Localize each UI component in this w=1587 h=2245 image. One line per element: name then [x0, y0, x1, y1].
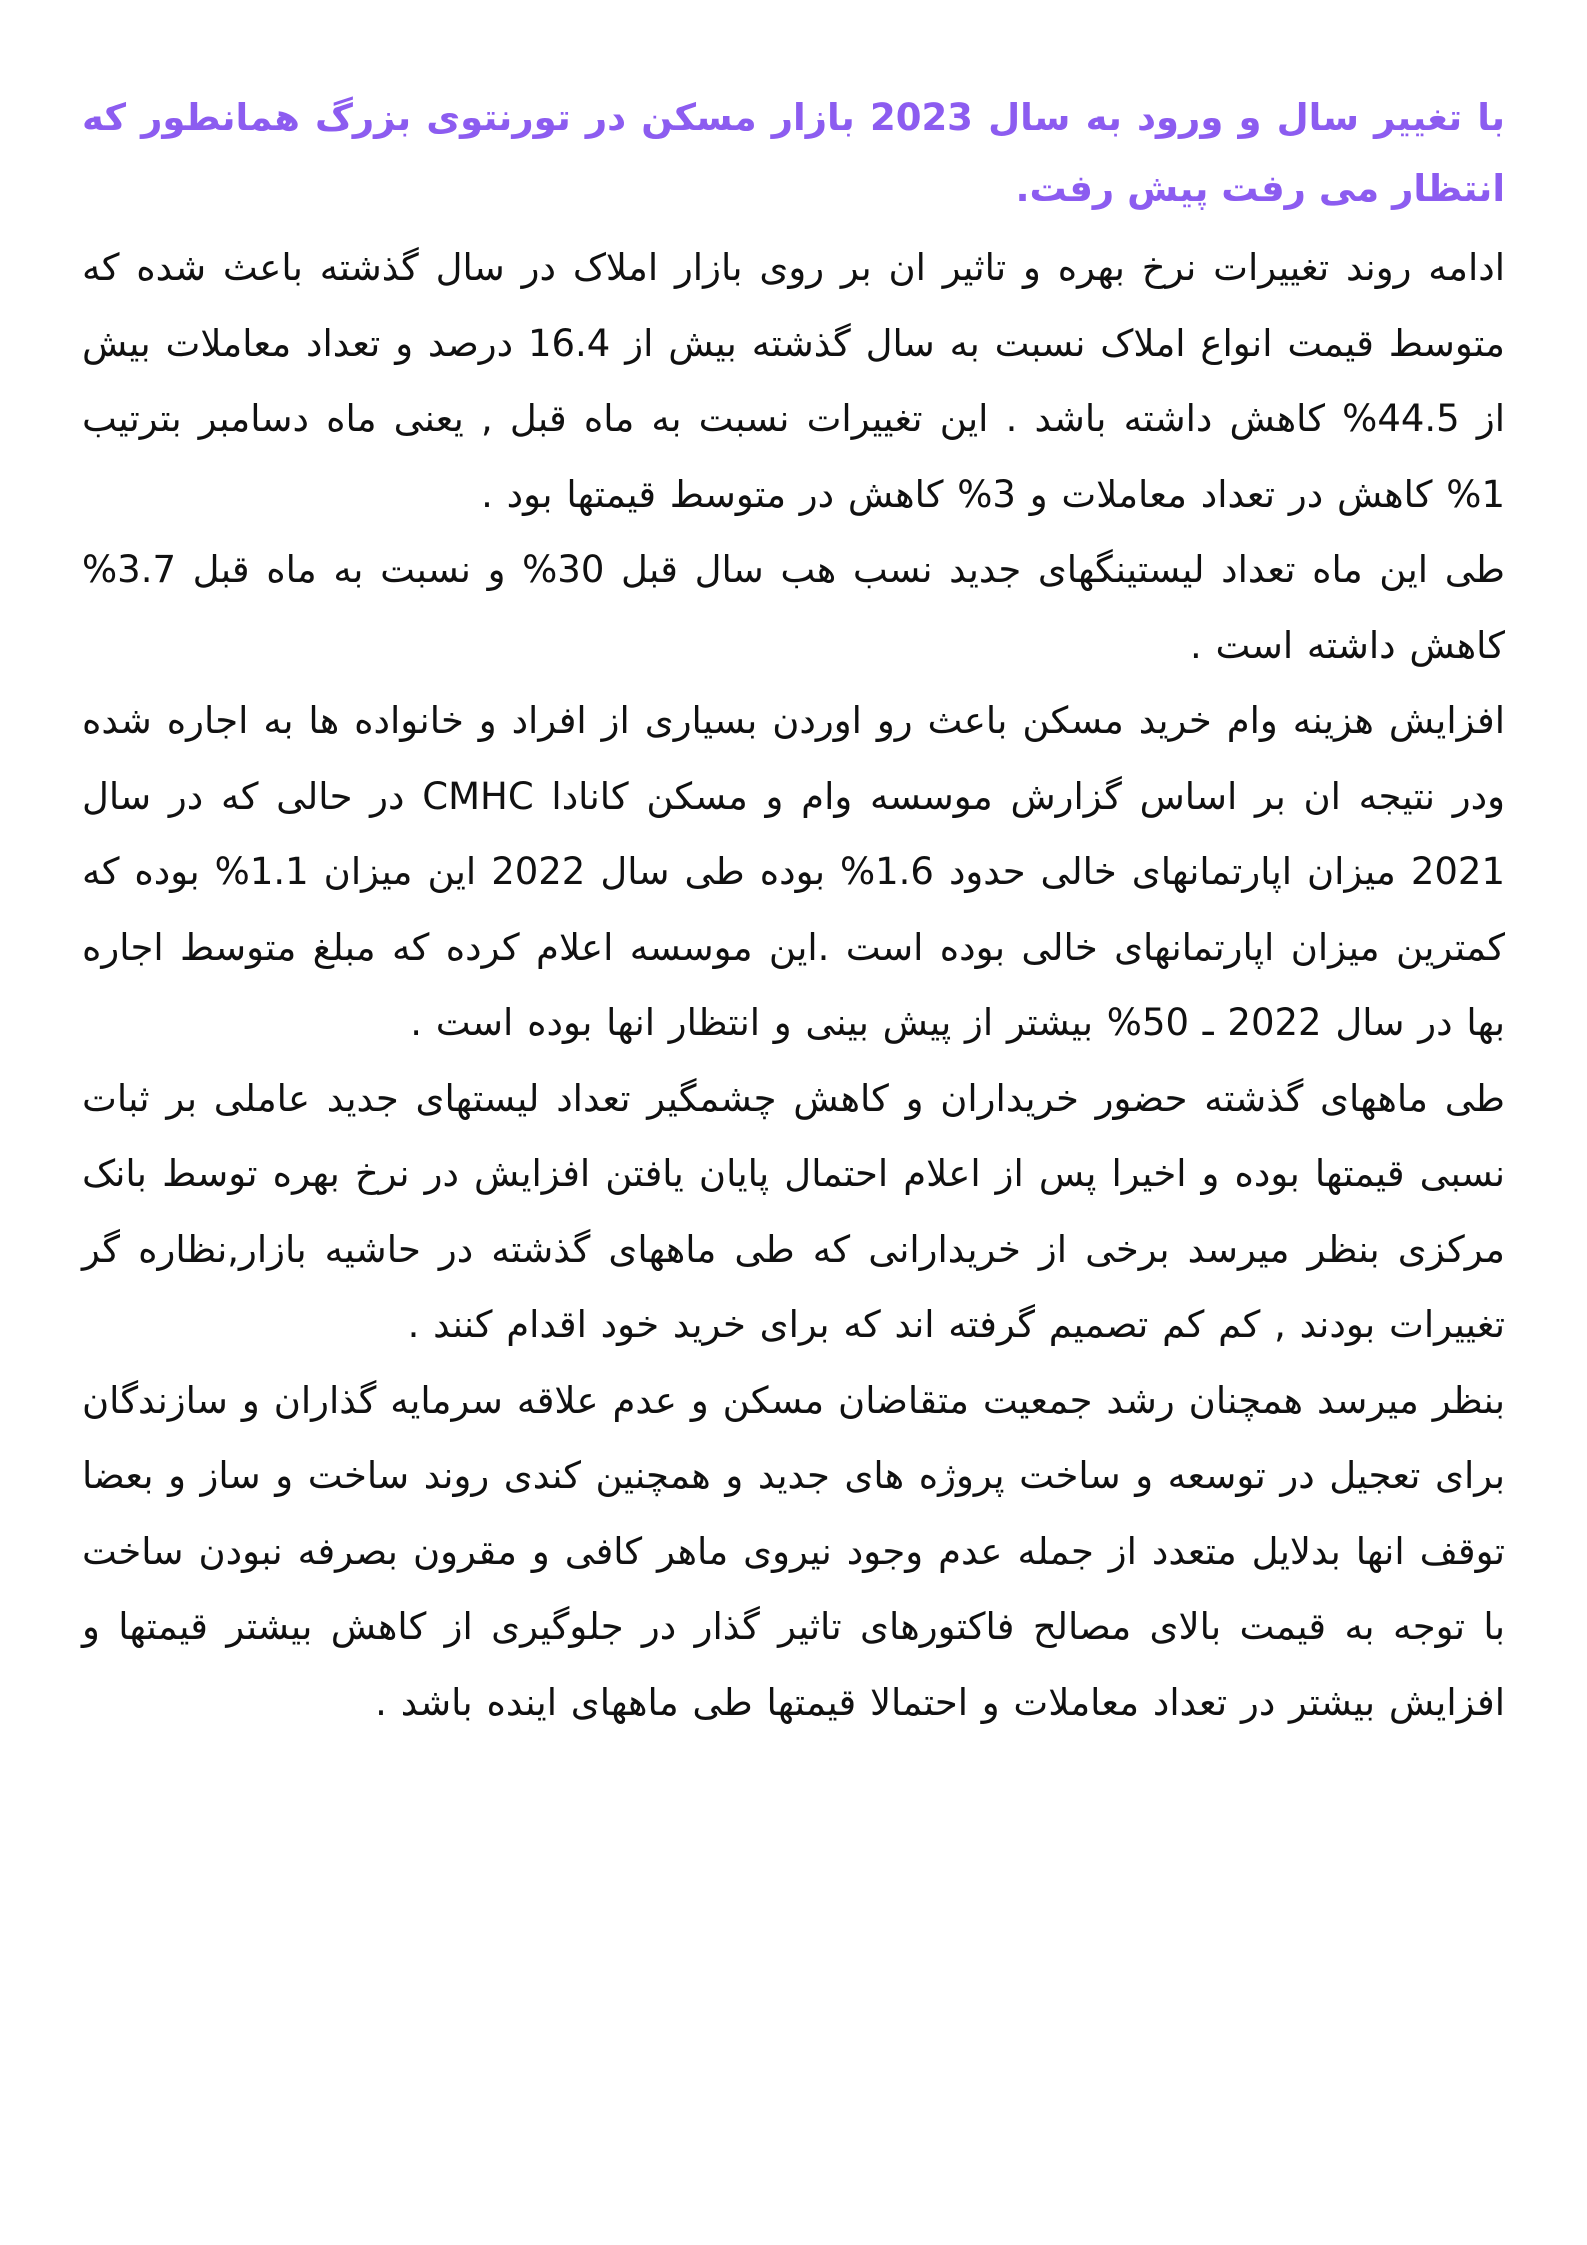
paragraph-buyers: طی ماههای گذشته حضور خریداران و کاهش چشمگیر تعداد لیستهای جدید عاملی بر ثبات نسبی قیمتها بوده و اخیرا پس از اعلام احتمال پایان یافتن افزایش در نرخ بهره توسط بانک مرکزی بنظر میرسد برخی از خریدارانی که طی ماههای گذشته در حاشیه بازار,نظاره گر تغییرات بودند , کم کم تصمیم گرفته اند که برای خرید خود اقدام کنند .: [82, 1076, 1505, 1346]
paragraph-outlook: بنظر میرسد همچنان رشد جمعیت متقاضان مسکن و عدم علاقه سرمایه گذاران و سازندگان برای تعجیل در توسعه و ساخت پروژه های جدید و همچنین کندی روند ساخت و ساز و بعضا توقف انها بدلایل متعدد از جمله عدم وجود نیروی ماهر کافی و مقرون بصرفه نبودن ساخت با توجه به قیمت بالای مصالح فاکتورهای تاثیر گذار در جلوگیری از کاهش بیشتر قیمتها و افزایش بیشتر در تعداد معاملات و احتمالا قیمتها طی ماههای اینده باشد .: [82, 1378, 1505, 1724]
article-headline: با تغییر سال و ورود به سال 2023 بازار مسکن در تورنتوی بزرگ همانطور که انتظار می رفت پیش رفت.: [82, 96, 1505, 210]
paragraph-interest-rates: ادامه روند تغییرات نرخ بهره و تاثیر ان بر روی بازار املاک در سال گذشته باعث شده که متوسط قیمت انواع املاک نسبت به سال گذشته بیش از 16.4 درصد و تعداد معاملات بیش از 44.5% کاهش داشته باشد . این تغییرات نسبت به ماه قبل , یعنی ماه دسامبر بترتیب 1% کاهش در تعداد معاملات و 3% کاهش در متوسط قیمتها بود .: [82, 246, 1505, 516]
article: [82, 82, 1505, 1740]
paragraph-listings: طی این ماه تعداد لیستینگهای جدید نسب هب سال قبل 30% و نسبت به ماه قبل 3.7% کاهش داشته است .: [82, 548, 1505, 667]
paragraph-rentals: افزایش هزینه وام خرید مسکن باعث رو اوردن بسیاری از افراد و خانواده ها به اجاره شده ودر نتیجه ان بر اساس گزارش موسسه وام و مسکن کانادا CMHC در حالی که در سال 2021 میزان اپارتمانهای خالی حدود 1.6% بوده طی سال 2022 این میزان 1.1% بوده که کمترین میزان اپارتمانهای خالی بوده است .این موسسه اعلام کرده که مبلغ متوسط اجاره بها در سال 2022 ـ 50% بیشتر از پیش بینی و انتظار انها بوده است .: [82, 699, 1506, 1044]
